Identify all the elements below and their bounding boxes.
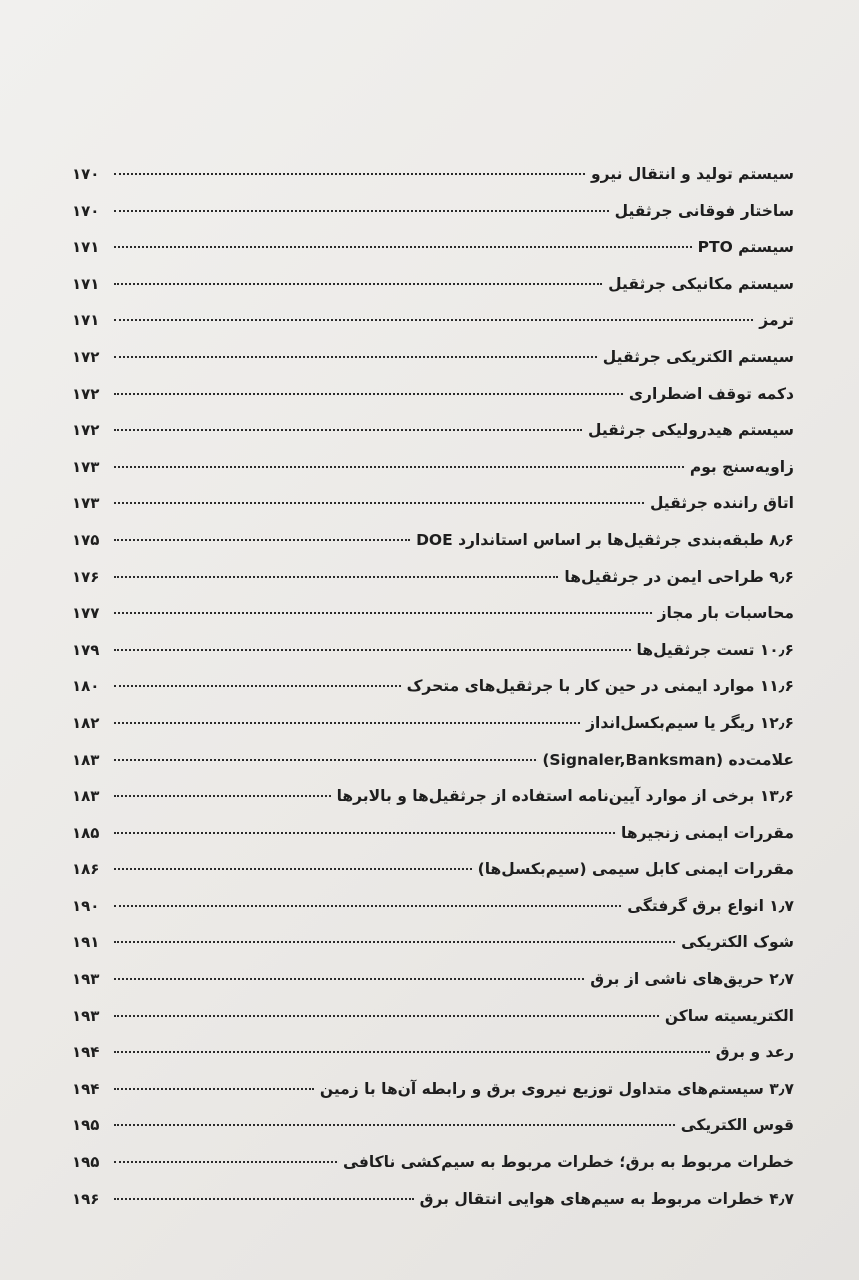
dot-leader — [114, 1088, 314, 1090]
dot-leader — [114, 1161, 337, 1163]
dot-leader — [114, 795, 331, 797]
toc-entry — [72, 668, 794, 705]
toc-entry-title: الکتریسیته ساکن — [664, 1006, 794, 1025]
toc-entry-page: ۱۷۲ — [72, 421, 100, 440]
toc-entry-page: ۱۷۰ — [72, 165, 100, 183]
toc-entry-page: ۱۷۹ — [72, 640, 100, 659]
toc-entry-page: ۱۹۳ — [72, 1006, 100, 1025]
dot-leader — [114, 356, 597, 358]
dot-leader — [114, 502, 644, 504]
dot-leader — [114, 539, 410, 541]
toc-entry-page: ۱۷۵ — [72, 530, 100, 549]
toc-entry-page: ۱۹۶ — [72, 1189, 100, 1208]
toc-entry — [72, 485, 794, 522]
dot-leader — [114, 1124, 675, 1126]
toc-entry-title: ساختار فوقانی جرثقیل — [614, 201, 794, 220]
toc-entry-page: ۱۹۵ — [72, 1116, 100, 1135]
toc-entry — [72, 851, 794, 888]
toc-entry — [72, 1107, 794, 1144]
toc-entry — [72, 595, 794, 632]
toc-entry-title: رعد و برق — [715, 1043, 794, 1062]
toc-entry-title: مقررات ایمنی کابل سیمی (سیم‌بکسل‌ها) — [477, 860, 794, 879]
dot-leader — [114, 319, 753, 321]
toc-entry-page: ۱۹۴ — [72, 1079, 100, 1098]
dot-leader — [114, 759, 536, 761]
toc-entry-page: ۱۷۳ — [72, 494, 100, 513]
toc-entry — [72, 522, 794, 559]
toc-entry-page: ۱۸۳ — [72, 787, 100, 806]
table-of-contents — [72, 156, 794, 1217]
dot-leader — [114, 246, 692, 248]
toc-entry-title: ۱۳٫۶ برخی از موارد آیین‌نامه استفاده از جرثقیل‌ها و بالابرها — [336, 787, 794, 806]
toc-entry — [72, 229, 794, 266]
dot-leader — [114, 685, 401, 687]
toc-entry — [72, 156, 794, 193]
toc-entry-page: ۱۹۱ — [72, 933, 100, 952]
toc-entry — [72, 1144, 794, 1181]
dot-leader — [114, 393, 623, 395]
dot-leader — [114, 1015, 659, 1017]
toc-entry-title: سیستم PTO — [697, 238, 794, 257]
dot-leader — [114, 283, 602, 285]
toc-entry-title: قوس الکتریکی — [680, 1116, 794, 1135]
toc-entry — [72, 888, 794, 925]
toc-entry — [72, 376, 794, 413]
toc-entry-title: ۸٫۶ طبقه‌بندی جرثقیل‌ها بر اساس استاندارد DOE — [416, 530, 794, 549]
dot-leader — [114, 1198, 414, 1200]
toc-entry — [72, 742, 794, 779]
dot-leader — [114, 978, 584, 980]
toc-entry-page: ۱۹۳ — [72, 970, 100, 989]
toc-entry-page: ۱۸۶ — [72, 860, 100, 879]
toc-entry — [72, 1034, 794, 1071]
toc-entry-title: دکمه توقف اضطراری — [628, 384, 794, 403]
toc-entry-title: علامت‌ده (Signaler,Banksman) — [542, 750, 794, 769]
dot-leader — [114, 941, 675, 943]
toc-entry — [72, 449, 794, 486]
toc-entry-title: سیستم الکتریکی جرثقیل — [602, 347, 794, 366]
toc-entry — [72, 705, 794, 742]
toc-entry-page: ۱۷۳ — [72, 457, 100, 476]
toc-entry-page: ۱۸۳ — [72, 750, 100, 769]
toc-entry-title: ۹٫۶ طراحی ایمن در جرثقیل‌ها — [564, 567, 794, 586]
dot-leader — [114, 612, 652, 614]
toc-entry — [72, 778, 794, 815]
dot-leader — [114, 832, 615, 834]
toc-entry-page: ۱۸۵ — [72, 823, 100, 842]
toc-entry-title: ۱۰٫۶ تست جرثقیل‌ها — [636, 640, 794, 659]
dot-leader — [114, 576, 558, 578]
toc-entry — [72, 924, 794, 961]
toc-entry-page: ۱۷۰ — [72, 201, 100, 220]
toc-entry — [72, 815, 794, 852]
dot-leader — [114, 868, 472, 870]
toc-entry-title: سیستم مکانیکی جرثقیل — [608, 274, 794, 293]
toc-entry — [72, 1181, 794, 1218]
toc-entry-title: زاویه‌سنج بوم — [689, 457, 794, 476]
toc-entry — [72, 193, 794, 230]
toc-entry-title: ۲٫۷ حریق‌های ناشی از برق — [590, 970, 794, 989]
toc-entry-page: ۱۷۷ — [72, 604, 100, 623]
toc-entry-page: ۱۷۱ — [72, 238, 100, 257]
toc-entry — [72, 632, 794, 669]
toc-entry-title: سیستم هیدرولیکی جرثقیل — [588, 421, 794, 440]
dot-leader — [114, 173, 585, 175]
toc-entry-title: ۳٫۷ سیستم‌های متداول توزیع نیروی برق و رابطه آن‌ها با زمین — [319, 1079, 794, 1098]
toc-entry — [72, 412, 794, 449]
toc-entry — [72, 559, 794, 596]
toc-entry — [72, 339, 794, 376]
toc-entry-page: ۱۷۶ — [72, 567, 100, 586]
toc-entry — [72, 961, 794, 998]
toc-entry-title: ۱٫۷ انواع برق گرفتگی — [627, 896, 794, 915]
toc-entry-page: ۱۹۴ — [72, 1043, 100, 1062]
toc-entry-title: محاسبات بار مجاز — [657, 604, 794, 623]
toc-entry — [72, 266, 794, 303]
toc-entry-page: ۱۸۲ — [72, 713, 100, 732]
toc-entry-page: ۱۷۱ — [72, 311, 100, 330]
toc-entry-title: سیستم تولید و انتقال نیرو — [591, 165, 794, 183]
dot-leader — [114, 429, 582, 431]
toc-entry-page: ۱۷۲ — [72, 347, 100, 366]
dot-leader — [114, 905, 621, 907]
toc-entry-title: ۱۱٫۶ موارد ایمنی در حین کار با جرثقیل‌های متحرک — [406, 677, 794, 696]
toc-entry-title: خطرات مربوط به برق؛ خطرات مربوط به سیم‌کشی ناکافی — [343, 1153, 794, 1172]
dot-leader — [114, 722, 580, 724]
toc-entry-title: اتاق راننده جرثقیل — [649, 494, 794, 513]
toc-entry-title: ۱۲٫۶ ریگر یا سیم‌بکسل‌انداز — [586, 713, 794, 732]
toc-entry-page: ۱۸۰ — [72, 677, 100, 696]
toc-entry-page: ۱۷۲ — [72, 384, 100, 403]
toc-entry-page: ۱۹۰ — [72, 896, 100, 915]
toc-entry-page: ۱۷۱ — [72, 274, 100, 293]
dot-leader — [114, 466, 684, 468]
toc-entry-title: مقررات ایمنی زنجیرها — [621, 823, 794, 842]
dot-leader — [114, 1051, 710, 1053]
dot-leader — [114, 649, 631, 651]
dot-leader — [114, 210, 609, 212]
toc-entry-title: ۴٫۷ خطرات مربوط به سیم‌های هوایی انتقال برق — [419, 1189, 794, 1208]
toc-entry-page: ۱۹۵ — [72, 1153, 100, 1172]
toc-entry-title: ترمز — [759, 311, 794, 330]
toc-entry — [72, 1071, 794, 1108]
toc-entry-title: شوک الکتریکی — [681, 933, 794, 952]
toc-entry — [72, 302, 794, 339]
toc-entry — [72, 998, 794, 1035]
